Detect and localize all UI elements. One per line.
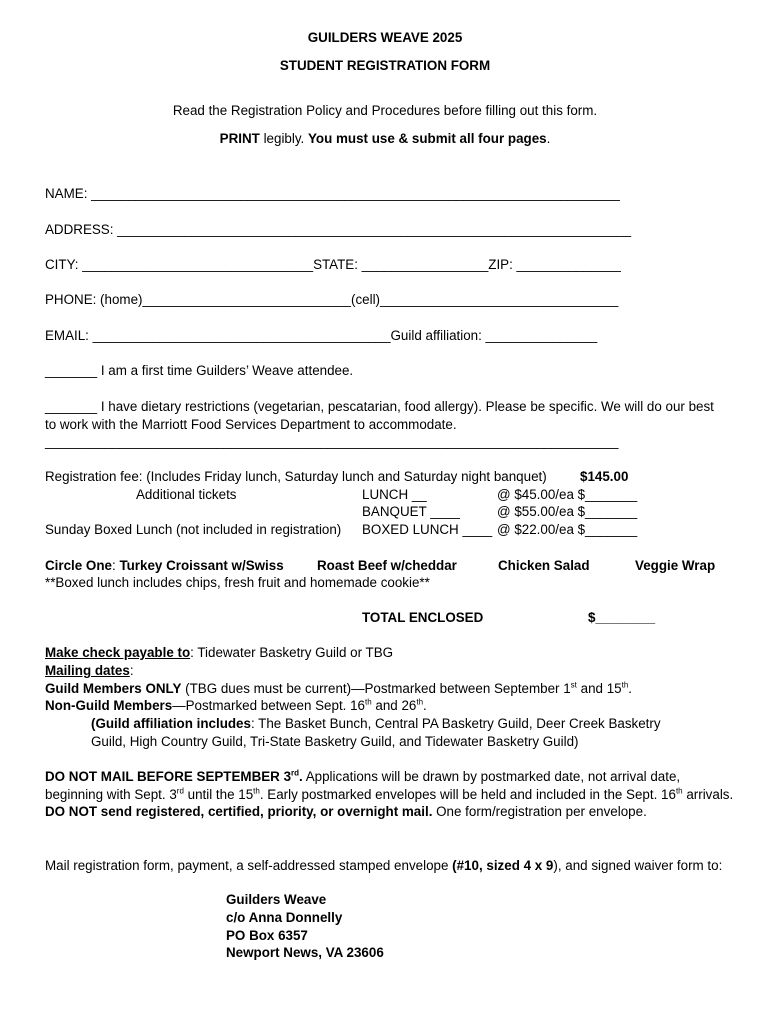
email-affiliation-field[interactable]: EMAIL: ________________________________________Guild affiliation: _______________ [45, 328, 598, 343]
mailing-dates-colon: : [129, 663, 134, 678]
mailing-dates-label: Mailing dates [45, 663, 130, 678]
form-subtitle: STUDENT REGISTRATION FORM [279, 58, 491, 73]
mailing-dates [45, 663, 134, 679]
sup-rd: rd [176, 786, 184, 796]
option-turkey-croissant[interactable]: Turkey Croissant w/Swiss [119, 558, 284, 573]
check-payable [45, 645, 393, 661]
notice-text-b: until the 15 [183, 786, 254, 802]
guild-members-label: Guild Members ONLY [45, 681, 182, 696]
sup-th: th [675, 786, 683, 796]
total-value[interactable]: $________ [588, 610, 656, 625]
notice-text-c: . Early postmarked envelopes will be held and included in the Sept. 16 [259, 786, 676, 802]
option-roast-beef[interactable]: Roast Beef w/cheddar [317, 558, 457, 573]
sup-th: th [253, 786, 260, 796]
non-guild-members-line [45, 698, 427, 714]
mail-text-b: ), and signed waiver form to: [553, 858, 723, 873]
boxed-lunch-note: **Boxed lunch includes chips, fresh fruit and homemade cookie** [45, 575, 430, 590]
guild-members-text: (TBG dues must be current)—Postmarked between September 1 [181, 681, 571, 696]
sup-th: th [621, 680, 629, 690]
phone-field[interactable]: PHONE: (home)____________________________(cell)________________________________ [45, 292, 619, 307]
print-end: . [546, 131, 551, 146]
lunch-ticket-price[interactable]: @ $45.00/ea $_______ [497, 487, 638, 502]
mail-address-line-4: Newport News, VA 23606 [226, 945, 384, 960]
dietary-line-1[interactable]: _______ I have dietary restrictions (vegetarian, pescatarian, food allergy). Please be specific. We will do our best [45, 399, 714, 414]
sup-rd: rd [291, 768, 300, 778]
address-field[interactable]: ADDRESS: _____________________________________________________________________ [45, 222, 632, 237]
mail-address-line-3: PO Box 6357 [226, 928, 308, 943]
print-rest: You must use & submit all four pages [308, 131, 547, 146]
form-title: GUILDERS WEAVE 2025 [307, 30, 463, 45]
banquet-ticket-price[interactable]: @ $55.00/ea $_______ [497, 504, 638, 519]
mail-bold: (#10, sized 4 x 9 [452, 858, 554, 873]
notice-bold-end: . [299, 769, 303, 784]
dietary-line-2: to work with the Marriott Food Services Department to accommodate. [45, 417, 457, 432]
sup-th: th [365, 697, 372, 707]
lunch-ticket-label: LUNCH __ [362, 487, 427, 502]
print-instruction [0, 131, 770, 147]
mail-text-a: Mail registration form, payment, a self-addressed stamped envelope [45, 858, 453, 873]
registration-fee-amount: $145.00 [580, 469, 629, 484]
circle-label: Circle One [45, 558, 112, 573]
circle-one-label [45, 558, 284, 574]
guild-members-end: . [628, 681, 632, 696]
city-state-zip-field[interactable]: CITY: _______________________________STATE: _________________ZIP: ______________ [45, 257, 621, 272]
name-field[interactable]: NAME: _______________________________________________________________________ [45, 186, 620, 201]
first-time-check[interactable]: _______ I am a first time Guilders’ Weave attendee. [45, 363, 354, 378]
non-guild-label: Non-Guild Members [45, 698, 173, 713]
sup-th: th [416, 697, 424, 707]
banquet-ticket-label: BANQUET ____ [362, 504, 460, 519]
guild-affiliation-line-2: Guild, High Country Guild, Tri-State Basketry Guild, and Tidewater Basketry Guild) [91, 734, 579, 749]
guild-members-line [45, 681, 632, 697]
affiliation-label: (Guild affiliation includes [91, 716, 251, 731]
non-guild-end: . [423, 698, 427, 713]
boxed-lunch-label: BOXED LUNCH ____ [362, 522, 493, 537]
option-veggie-wrap[interactable]: Veggie Wrap [635, 558, 716, 573]
option-chicken-salad[interactable]: Chicken Salad [498, 558, 590, 573]
sunday-lunch-label: Sunday Boxed Lunch (not included in registration) [45, 522, 342, 537]
sup-st: st [570, 680, 577, 690]
notice-bold-b: DO NOT send registered, certified, priority, or overnight mail. [45, 804, 433, 819]
non-guild-text: —Postmarked between Sept. 16 [172, 698, 366, 713]
print-mid: legibly. [259, 131, 308, 146]
check-payable-label: Make check payable to [45, 645, 191, 660]
affiliation-text: : The Basket Bunch, Central PA Basketry Guild, Deer Creek Basketry [250, 716, 661, 731]
guild-members-text-b: and 15 [576, 681, 622, 696]
mail-instructions [45, 857, 725, 875]
check-payable-value: : Tidewater Basketry Guild or TBG [190, 645, 394, 660]
registration-fee-label: Registration fee: (Includes Friday lunch, Saturday lunch and Saturday night banquet) [45, 469, 547, 484]
print-bold: PRINT [219, 131, 260, 146]
instruction-text: Read the Registration Policy and Procedures before filling out this form. [172, 103, 598, 118]
mail-address-line-2: c/o Anna Donnelly [226, 910, 343, 925]
notice-bold-a: DO NOT MAIL BEFORE SEPTEMBER 3 [45, 769, 292, 784]
circle-colon: : [111, 558, 120, 573]
boxed-lunch-price[interactable]: @ $22.00/ea $_______ [497, 522, 638, 537]
mail-address-line-1: Guilders Weave [226, 892, 327, 907]
mailing-notice [45, 768, 735, 821]
total-label: TOTAL ENCLOSED [362, 610, 484, 625]
dietary-blank[interactable]: _____________________________________________________________________________ [45, 434, 619, 449]
non-guild-text-b: and 26 [371, 698, 417, 713]
notice-text-e: One form/registration per envelope. [432, 804, 647, 819]
additional-tickets-label: Additional tickets [136, 487, 237, 502]
guild-affiliation-line-1 [91, 716, 661, 732]
notice-text-a: Applications will be drawn by postmarked date, not arrival date, beginning with Sept. 3 [45, 769, 681, 802]
notice-text-d: arrivals. [682, 786, 734, 802]
